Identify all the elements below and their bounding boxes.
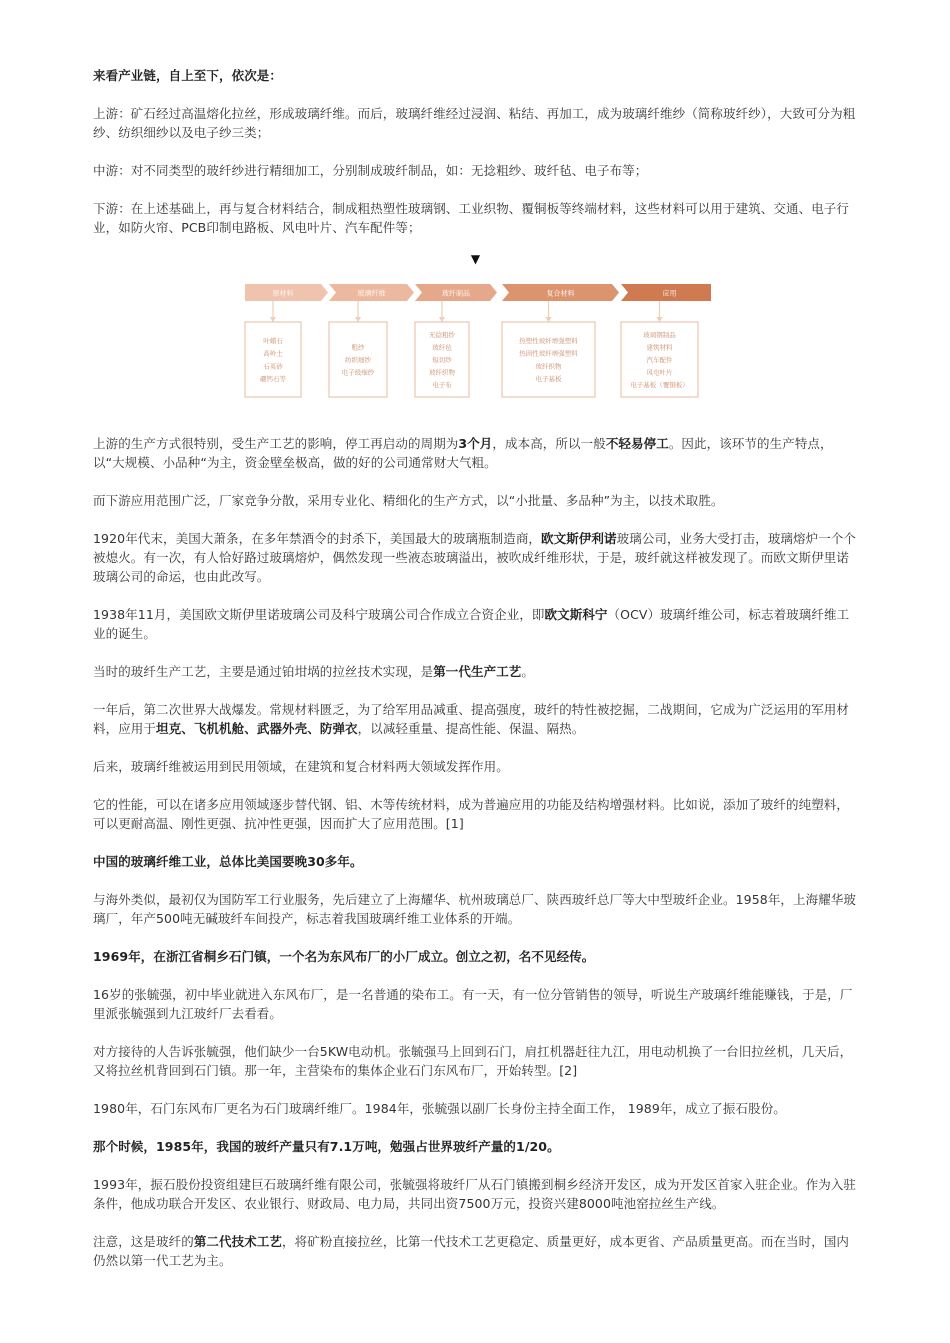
text-segment: 1920年代末，美国大萧条，在多年禁酒令的封杀下，美国最大的玻璃瓶制造商，: [93, 531, 542, 546]
article-body: [93, 66, 858, 1289]
bold-text: 、: [244, 721, 257, 736]
bold-text: 、: [181, 721, 194, 736]
paragraph-midstream: 中游：对不同类型的玻纤纱进行精细加工，分别制成玻纤制品，如：无捻粗纱、玻纤毡、电子布等；: [93, 163, 648, 178]
stage-item-label: 无捻粗纱: [429, 330, 455, 339]
text-segment: （OCV）玻璃纤维公司，标志着玻璃纤维工业的诞生。: [93, 607, 850, 641]
text-segment: 1938年11月，美国欧文斯伊里诺玻璃公司及科宁玻璃公司合作成立合资企业，即: [93, 607, 545, 622]
connector-arrowhead: [439, 317, 445, 322]
stage-item-label: 纺织细纱: [345, 356, 371, 364]
text-segment: 玻璃公司，业务大受打击，玻璃熔炉一个个被熄火。有一次，有人恰好路过玻璃熔炉，偶然发现一些液态玻璃溢出，被吹成纤维形状，于是，玻纤就这样被发现了。而欧文斯伊里诺玻璃公司的命运，也由此改写。: [93, 531, 857, 584]
bold-text: 、: [307, 721, 320, 736]
stage-item-label: 热固性玻纤增强塑料: [519, 349, 578, 358]
bold-text: 3个月: [458, 436, 493, 451]
stage-item-label: 电子基板（覆铜板）: [630, 381, 689, 390]
stage-item-label: 电子基板: [535, 374, 562, 383]
paragraph-wwii: [93, 700, 858, 738]
industry-chain-svg: [93, 268, 858, 420]
bold-text: 第一代生产工艺: [433, 664, 522, 679]
paragraph-upstream: 上游：矿石经过高温熔化拉丝，形成玻璃纤维。而后，玻璃纤维经过浸润、粘结、再加工，成为玻璃纤维纱（简称玻纤纱），大致可分为粗纱、纺织细纱以及电子纱三类；: [93, 106, 856, 140]
text-segment: 注意，这是玻纤的: [93, 1234, 194, 1249]
stage-items-box: [502, 322, 595, 397]
connector-arrowhead: [270, 317, 276, 322]
paragraph-1993: 1993年，振石股份投资组建巨石玻璃纤维有限公司，张毓强将玻纤厂从石门镇搬到桐乡经济开发区，成为开发区首家入驻企业。作为入驻条件，他成功联合开发区、农业银行、财政局、电力局，共同出资7500万元，投资兴建8000吨池窑拉丝生产线。: [93, 1177, 857, 1211]
stage-header-label: 原材料: [272, 289, 294, 298]
text-segment: 。因此，该环节的生产特点，以“大规模、小品种“为主，资金壁垒极高，做的好的公司通常财大气粗。: [93, 436, 833, 470]
stage-header-label: 应用: [662, 289, 677, 298]
bold-text: 坦克: [156, 721, 182, 736]
paragraph-performance: 它的性能，可以在诸多应用领域逐步替代钢、铝、木等传统材料，成为普遍应用的功能及结构增强材料。比如说，添加了玻纤的纯塑料，可以更耐高温、刚性更强、抗冲性更强，因而扩大了应用范围。[1]: [93, 797, 850, 831]
paragraph-downstream-production: 而下游应用范围广泛，厂家竞争分散，采用专业化、精细化的生产方式，以“小批量、多品种”为主，以技术取胜。: [93, 493, 724, 508]
text-segment: 。: [521, 664, 535, 679]
heading-1985: 那个时候，1985年，我国的玻纤产量只有7.1万吨，勉强占世界玻纤产量的1/20。: [93, 1139, 560, 1154]
stage-item-label: 硼钙石等: [260, 374, 286, 383]
stage-item-label: 电子布: [432, 381, 452, 390]
bold-text: 欧文斯伊利诺: [541, 531, 617, 546]
paragraph-second-generation: [93, 1232, 858, 1270]
bold-text: 武器外壳: [256, 721, 308, 736]
paragraph-downstream: 下游：在上述基础上，再与复合材料结合，制成粗热塑性玻璃钢、工业织物、覆铜板等终端材料，这些材料可以用于建筑、交通、电子行业，如防火帘、PCB印制电路板、风电叶片、汽车配件等；: [93, 201, 850, 235]
stage-header-label: 玻璃纤维: [357, 289, 386, 298]
stage-item-label: 热塑性玻纤增强塑料: [519, 337, 578, 346]
text-segment: 一年后，第二次世界大战爆发。常规材料匮乏，为了给军用品减重、提高强度，玻纤的特性被挖掘，二战期间，它成为广泛运用的军用材料，应用于: [93, 702, 850, 736]
stage-items-box: [245, 322, 301, 397]
paragraph-china-origin: 与海外类似，最初仅为国防军工行业服务，先后建立了上海耀华、杭州玻璃总厂、陕西玻纤总厂等大中型玻纤企业。1958年，上海耀华玻璃厂，年产500吨无碱玻纤车间投产，标志着我国玻璃纤维工业体系的开端。: [93, 892, 857, 926]
industry-chain-diagram: [93, 268, 858, 420]
stage-item-label: 玻纤毡: [432, 343, 452, 352]
text-segment: 上游的生产方式很特别，受生产工艺的影响，停工再启动的周期为: [93, 436, 459, 451]
bold-text: 不轻易停工: [605, 436, 669, 451]
stage-item-label: 建筑材料: [646, 343, 673, 352]
paragraph-zhang-yuqiang: 16岁的张毓强，初中毕业就进入东风布厂，是一名普通的染布工。有一天，有一位分管销售的领导，听说生产玻璃纤维能赚钱，于是，厂里派张毓强到九江玻纤厂去看看。: [93, 987, 853, 1021]
stage-item-label: 汽车配件: [646, 356, 673, 364]
stage-item-label: 玻纤织物: [429, 368, 455, 377]
paragraph-motor: 对方接待的人告诉张毓强，他们缺少一台5KW电动机。张毓强马上回到石门，肩扛机器赶往九江，用电动机换了一台旧拉丝机，几天后，又将拉丝机背回到石门镇。那一年，主营染布的集体企业石门东风布厂，开始转型。[2]: [93, 1044, 853, 1078]
stage-item-label: 叶蜡石: [263, 337, 283, 346]
stage-item-label: 电子级细纱: [341, 368, 375, 377]
paragraph-1920s: [93, 529, 858, 586]
intro-heading: 来看产业链，自上至下，依次是：: [93, 68, 283, 83]
stage-item-label: 玻纤织物: [535, 362, 562, 371]
text-segment: 当时的玻纤生产工艺，主要是通过铂坩埚的拉丝技术实现，是: [93, 664, 434, 679]
paragraph-upstream-production: [93, 434, 858, 472]
paragraph-civil-use: 后来，玻璃纤维被运用到民用领域，在建筑和复合材料两大领域发挥作用。: [93, 759, 509, 774]
stage-item-label: 高岭土: [263, 349, 283, 358]
stage-item-label: 风电叶片: [646, 368, 673, 377]
connector-arrowhead: [657, 317, 663, 322]
stage-header-label: 复合材料: [546, 289, 575, 298]
paragraph-1938: [93, 605, 858, 643]
text-segment: ，以减轻重量、提高性能、保温、隔热。: [357, 721, 585, 736]
text-segment: ，成本高，所以一般: [492, 436, 606, 451]
stage-item-label: 石英砂: [263, 362, 283, 371]
heading-china-industry: 中国的玻璃纤维工业，总体比美国要晚30多年。: [93, 854, 363, 869]
stage-item-label: 短切纱: [432, 356, 452, 364]
text-segment: ，将矿粉直接拉丝，比第一代技术工艺更稳定、质量更好，成本更省、产品质量更高。而在当时，国内仍然以第一代工艺为主。: [93, 1234, 850, 1268]
connector-arrowhead: [546, 317, 552, 322]
paragraph-first-generation: [93, 662, 858, 681]
bold-text: 飞机机舱: [193, 721, 245, 736]
paragraph-1980: 1980年，石门东风布厂更名为石门玻璃纤维厂。1984年，张毓强以副厂长身份主持全面工作， 1989年，成立了振石股份。: [93, 1101, 786, 1116]
heading-1969: 1969年，在浙江省桐乡石门镇，一个名为东风布厂的小厂成立。创立之初，名不见经传。: [93, 949, 595, 964]
connector-arrowhead: [355, 317, 361, 322]
stage-header-label: 玻纤制品: [442, 289, 470, 298]
bold-text: 第二代技术工艺: [193, 1234, 283, 1249]
stage-item-label: 玻璃钢制品: [643, 330, 676, 339]
bold-text: 欧文斯科宁: [544, 607, 608, 622]
down-triangle-marker: ▼: [470, 252, 481, 266]
stage-item-label: 粗纱: [351, 343, 365, 352]
bold-text: 防弹衣: [319, 721, 358, 736]
